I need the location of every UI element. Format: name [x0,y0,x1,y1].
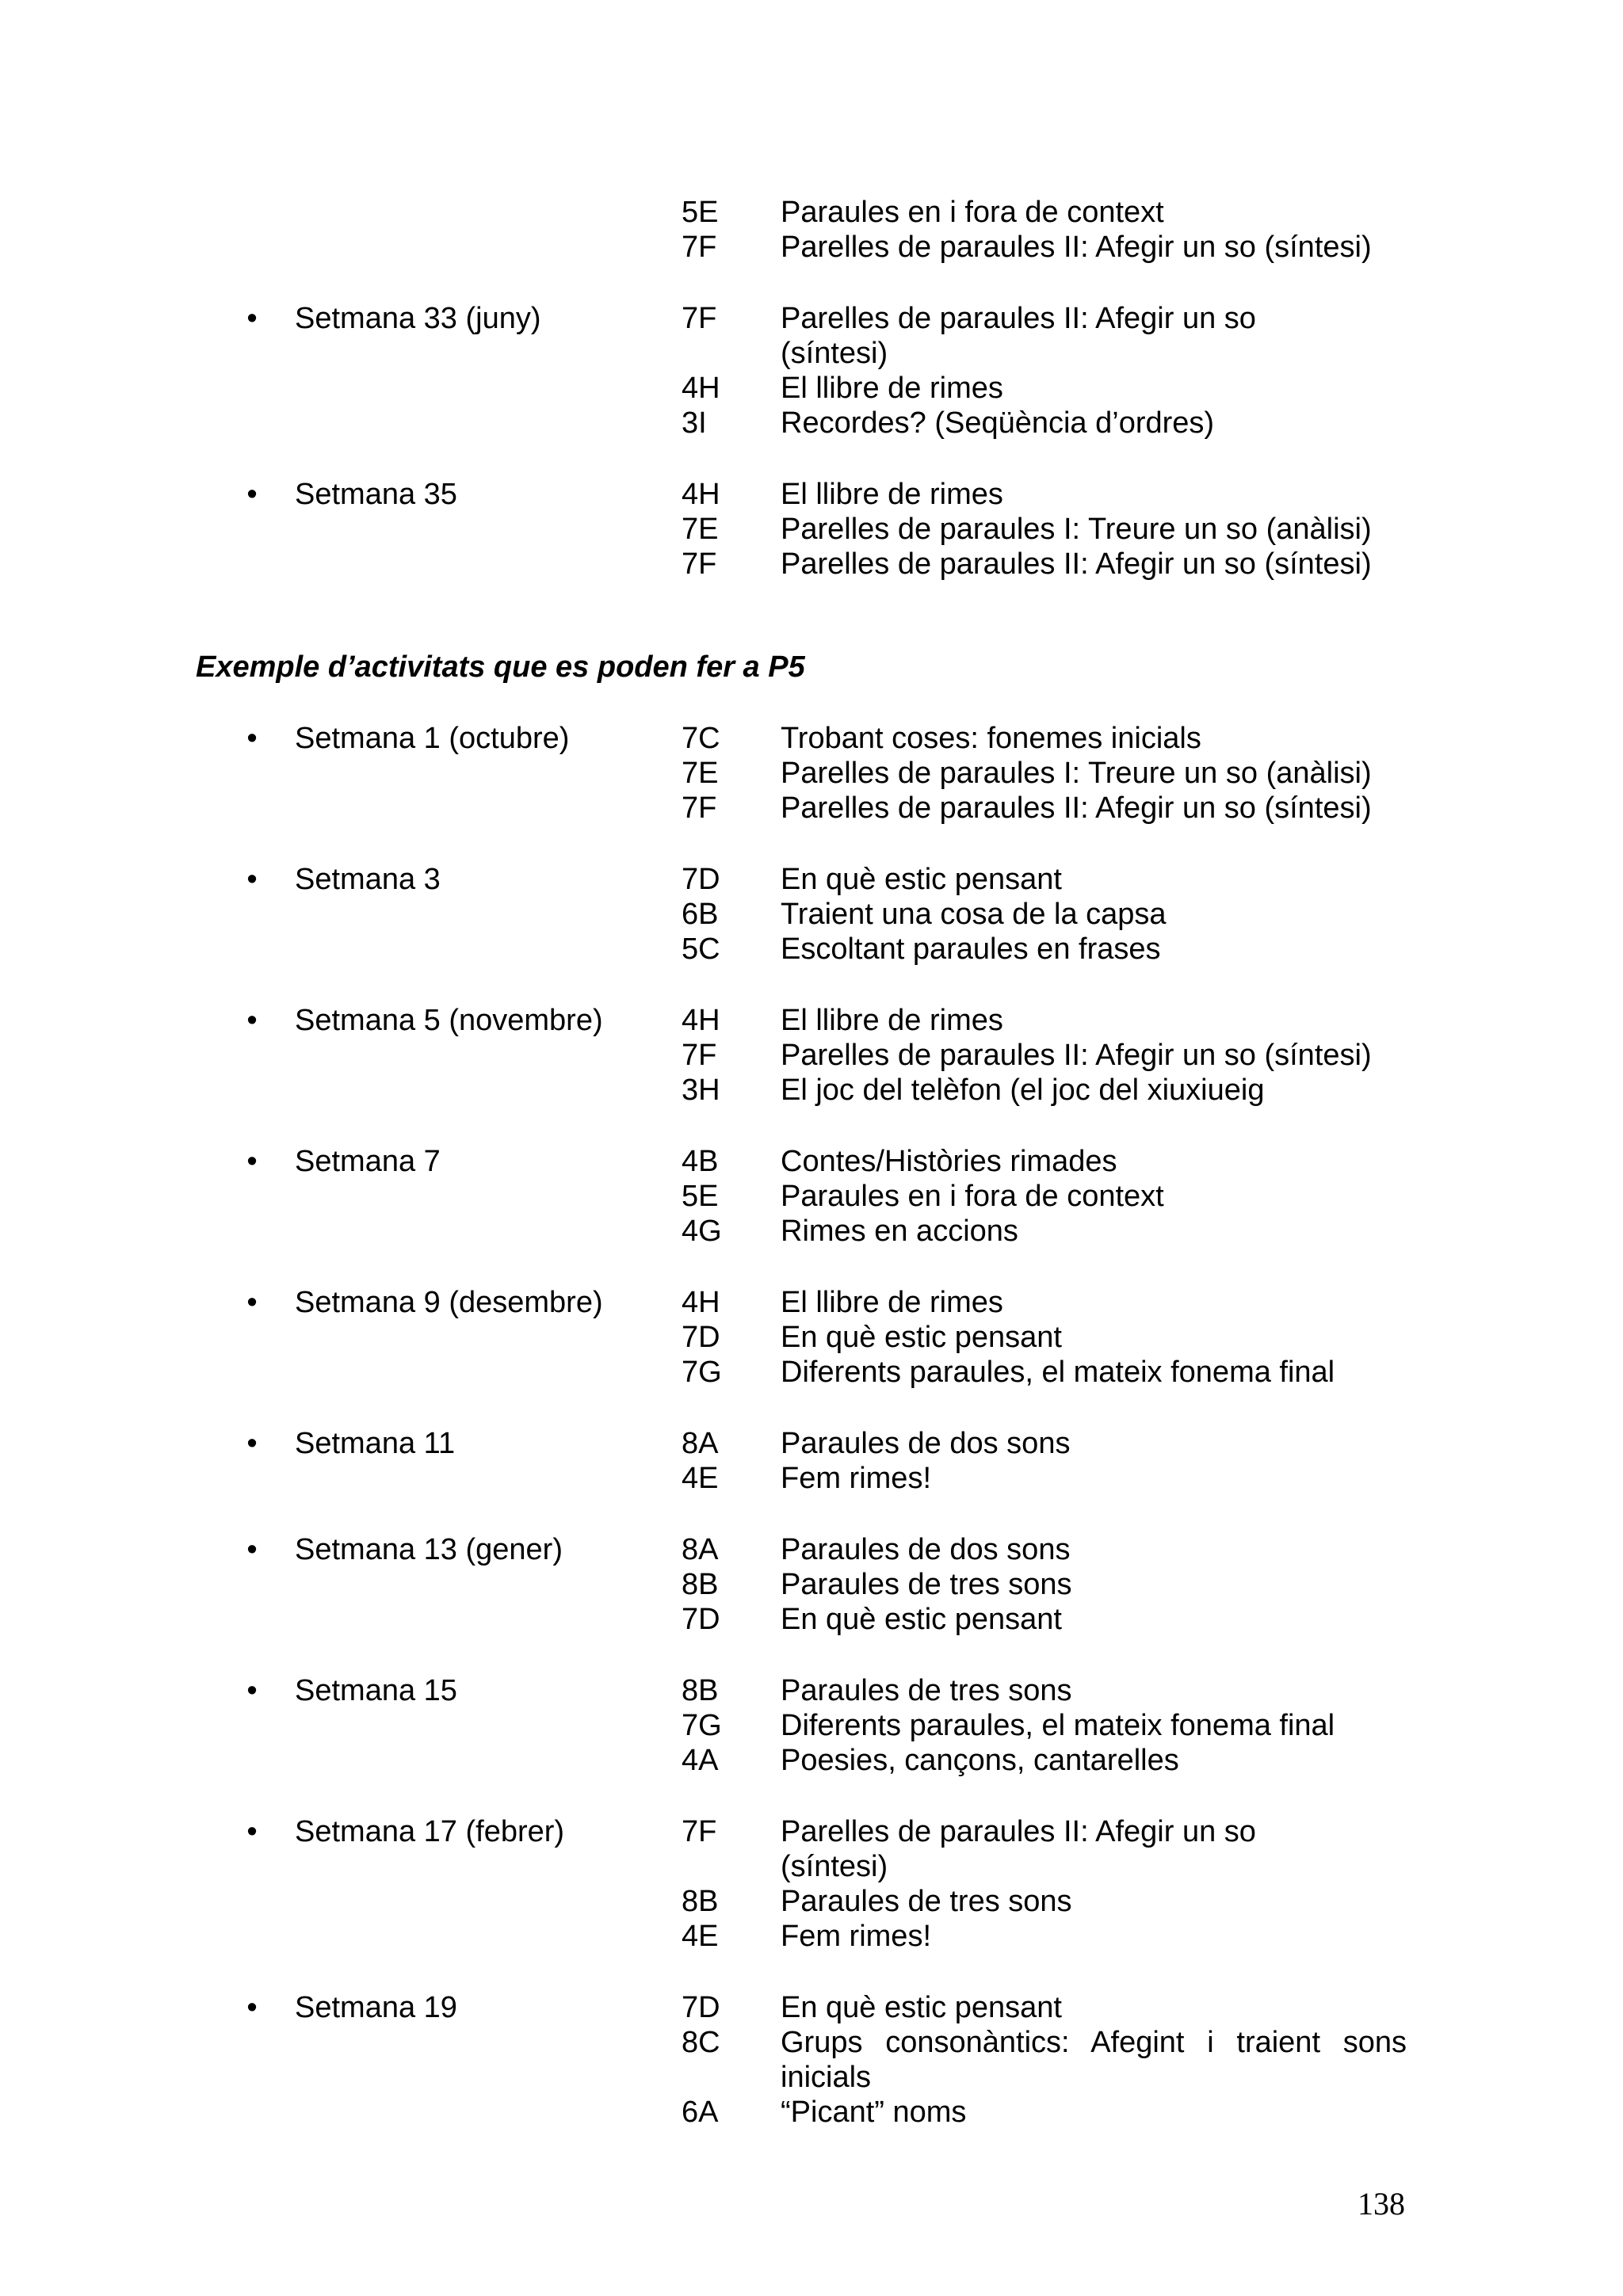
activity-code: 6B [682,898,719,931]
week-label: Setmana 33 (juny) [295,302,541,335]
activity-code: 8B [682,1674,719,1707]
activity-name: El joc del telèfon (el joc del xiuxiueig [781,1074,1265,1107]
activity-code: 4H [682,1004,720,1037]
activity-code: 4B [682,1145,719,1178]
activity-code: 4H [682,1286,720,1319]
bullet-icon: • [246,1815,258,1848]
activity-code: 4E [682,1462,719,1495]
activity-code: 7F [682,302,717,335]
activity-code: 7F [682,791,717,825]
activity-name: En què estic pensant [781,1603,1062,1636]
activity-code: 5C [682,933,720,966]
activity-code: 3H [682,1074,720,1107]
bullet-icon: • [246,1145,258,1178]
activity-name: Paraules de dos sons [781,1533,1071,1566]
week-label: Setmana 35 [295,478,457,511]
activity-code: 4H [682,372,720,405]
activity-code: 7C [682,722,720,755]
activity-name: Parelles de paraules II: Afegir un so [781,1815,1256,1848]
week-label: Setmana 7 [295,1145,441,1178]
activity-code: 6A [682,2096,719,2129]
activity-code: 7F [682,231,717,264]
activity-name: El llibre de rimes [781,1004,1003,1037]
page-number: 138 [1358,2186,1405,2222]
activity-name: Paraules de tres sons [781,1674,1072,1707]
activity-code: 3I [682,406,707,440]
activity-name: Trobant coses: fonemes inicials [781,722,1201,755]
activity-code: 5E [682,196,719,229]
activity-name: Fem rimes! [781,1462,931,1495]
activity-name: Paraules en i fora de context [781,1180,1164,1213]
activity-name: Escoltant paraules en frases [781,933,1161,966]
activity-code: 8B [682,1885,719,1918]
week-label: Setmana 19 [295,1991,457,2024]
activity-name: En què estic pensant [781,1321,1062,1354]
week-label: Setmana 13 (gener) [295,1533,563,1566]
activity-code: 7D [682,863,720,896]
activity-name: inicials [781,2061,872,2094]
activity-code: 4G [682,1215,722,1248]
activity-name: Fem rimes! [781,1920,931,1953]
activity-name: Paraules de tres sons [781,1568,1072,1601]
activity-name: Parelles de paraules II: Afegir un so (síntesi) [781,1039,1372,1072]
activity-name: Parelles de paraules II: Afegir un so (síntesi) [781,791,1372,825]
activity-name: Parelles de paraules I: Treure un so (anàlisi) [781,513,1372,546]
activity-code: 4A [682,1744,719,1777]
bullet-icon: • [246,478,258,511]
activity-name: Parelles de paraules II: Afegir un so (síntesi) [781,231,1372,264]
bullet-icon: • [246,863,258,896]
bullet-icon: • [246,1427,258,1460]
week-label: Setmana 5 (novembre) [295,1004,603,1037]
activity-code: 4E [682,1920,719,1953]
activity-code: 7F [682,1815,717,1848]
activity-name: “Picant” noms [781,2096,967,2129]
week-label: Setmana 17 (febrer) [295,1815,565,1848]
activity-code: 7F [682,1039,717,1072]
activity-name: Parelles de paraules II: Afegir un so (síntesi) [781,547,1372,581]
activity-code: 4H [682,478,720,511]
activity-name: Paraules de dos sons [781,1427,1071,1460]
activity-code: 7G [682,1356,722,1389]
activity-code: 8C [682,2026,720,2059]
activity-name: El llibre de rimes [781,372,1003,405]
activity-name: Paraules de tres sons [781,1885,1072,1918]
activity-name: Paraules en i fora de context [781,196,1164,229]
week-label: Setmana 9 (desembre) [295,1286,603,1319]
bullet-icon: • [246,1286,258,1319]
activity-code: 8A [682,1533,719,1566]
bullet-icon: • [246,1674,258,1707]
activity-code: 7D [682,1991,720,2024]
section-heading: Exemple d’activitats que es poden fer a P5 [196,650,805,684]
activity-name: (síntesi) [781,1850,888,1883]
activity-code: 7G [682,1709,722,1742]
activity-name: El llibre de rimes [781,1286,1003,1319]
activity-name: Parelles de paraules I: Treure un so (anàlisi) [781,757,1372,790]
bullet-icon: • [246,1991,258,2024]
activity-code: 7D [682,1603,720,1636]
activity-code: 7F [682,547,717,581]
bullet-icon: • [246,302,258,335]
activity-code: 7E [682,757,719,790]
activity-code: 8B [682,1568,719,1601]
bullet-icon: • [246,722,258,755]
activity-name: (síntesi) [781,337,888,370]
bullet-icon: • [246,1004,258,1037]
activity-name: Poesies, cançons, cantarelles [781,1744,1179,1777]
activity-code: 8A [682,1427,719,1460]
activity-name: Diferents paraules, el mateix fonema final [781,1356,1335,1389]
week-label: Setmana 3 [295,863,441,896]
week-label: Setmana 11 [295,1427,456,1460]
week-label: Setmana 15 [295,1674,457,1707]
activity-name: Recordes? (Seqüència d’ordres) [781,406,1215,440]
activity-name: Traient una cosa de la capsa [781,898,1167,931]
bullet-icon: • [246,1533,258,1566]
activity-code: 7D [682,1321,720,1354]
activity-name: Grups consonàntics: Afegint i traient sons [781,2026,1407,2059]
week-label: Setmana 1 (octubre) [295,722,570,755]
activity-code: 7E [682,513,719,546]
activity-name: En què estic pensant [781,1991,1062,2024]
activity-code: 5E [682,1180,719,1213]
activity-name: Parelles de paraules II: Afegir un so [781,302,1256,335]
activity-name: Diferents paraules, el mateix fonema final [781,1709,1335,1742]
activity-name: El llibre de rimes [781,478,1003,511]
activity-name: En què estic pensant [781,863,1062,896]
activity-name: Rimes en accions [781,1215,1018,1248]
activity-name: Contes/Històries rimades [781,1145,1117,1178]
